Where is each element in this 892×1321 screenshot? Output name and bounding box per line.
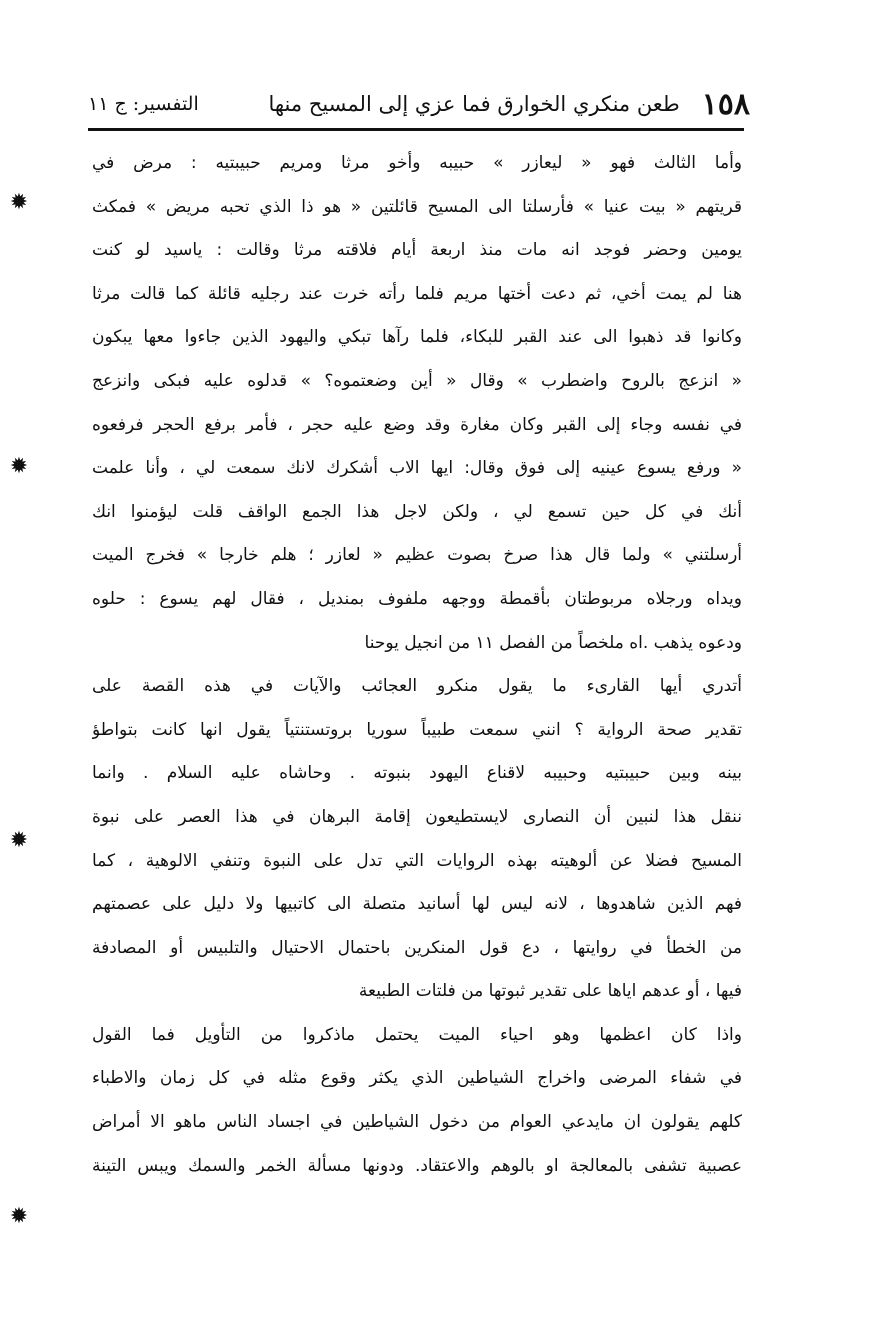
text-line: « ورفع يسوع عينيه إلى فوق وقال: ايها الاب أشكرك لانك سمعت لي ، وأنا علمت (92, 458, 742, 479)
text-line: هنا لم يمت أخي، ثم دعت أختها مريم فلما رأته خرت عند رجليه قائلة كما قالت مرثا (92, 283, 742, 304)
text-line: واذا كان اعظمها وهو احياء الميت يحتمل ماذكروا من التأويل فما القول (92, 1024, 742, 1045)
text-line: في شفاء المرضى واخراج الشياطين الذي يكثر وقوع مثله في كل زمان والاطباء (92, 1068, 742, 1089)
paragraph-2 (92, 665, 742, 1014)
text-line: تقدير صحة الرواية ؟ انني سمعت طبيباً سوريا بروتستنتياً يقول انها كانت بتواطؤ (92, 719, 742, 740)
text-line: في نفسه وجاء إلى القبر وكان مغارة وقد وضع عليه حجر ، فأمر برفع الحجر فرفعوه (92, 414, 742, 435)
body-text (92, 142, 742, 1188)
star-ornament-icon: ✹ (9, 828, 29, 853)
text-line: أرسلتني » ولما قال هذا صرخ بصوت عظيم « لعازر ؛ هلم خارجا » فخرج الميت (92, 545, 742, 566)
text-line: أتدري أيها القارىء ما يقول منكرو العجائب والآيات في هذه القصة على (92, 676, 742, 697)
text-line: ويداه ورجلاه مربوطتان بأقمطة ووجهه ملفوف بمنديل ، فقال لهم يسوع : حلوه (92, 588, 742, 609)
text-line: « انزعج بالروح واضطرب » وقال « أين وضعتموه؟ » قدلوه عليه فبكى وانزعج (92, 370, 742, 391)
text-line: ودعوه يذهب .اه ملخصاً من الفصل ١١ من انجيل يوحنا (364, 632, 742, 653)
text-line: فهم الذين شاهدوها ، لانه ليس لها أسانيد متصلة الى كاتبيها ولا دليل على عصمتهم (92, 894, 742, 915)
text-line: من الخطأ في روايتها ، دع قول المنكرين باحتمال الاحتيال والتلبيس أو المصادفة (92, 937, 742, 958)
header-rule (88, 128, 744, 131)
text-line: عصبية تشفى بالمعالجة او بالوهم والاعتقاد. ودونها مسألة الخمر والسمك ويبس التينة (92, 1155, 742, 1176)
paragraph-1 (92, 142, 742, 665)
running-title: طعن منكري الخوارق فما عزي إلى المسيح منها (268, 92, 680, 116)
text-line: فيها ، أو عدهم اياها على تقدير ثبوتها من فلتات الطبيعة (358, 981, 742, 1002)
text-line: أنك في كل حين تسمع لي ، ولكن لاجل هذا الجمع الواقف قلت ليؤمنوا انك (92, 501, 742, 522)
page-number: ١٥٨ (701, 86, 750, 122)
text-line: المسيح فضلا عن ألوهيته بهذه الروايات التي تدل على النبوة وتنفي الالوهية ، كما (92, 850, 742, 871)
text-line: وكانوا قد ذهبوا الى عند القبر للبكاء، فلما رآها تبكي واليهود الذين جاءوا معها يبكون (92, 327, 742, 348)
text-line: كلهم يقولون ان مايدعي العوام من دخول الشياطين في اجساد الناس ماهو الا أمراض (92, 1112, 742, 1133)
text-line: يومين وحضر فوجد انه مات منذ اربعة أيام فلاقته مرثا وقالت : ياسيد لو كنت (92, 240, 742, 261)
star-ornament-icon: ✹ (9, 190, 29, 215)
book-reference: التفسير: ج ١١ (88, 93, 199, 115)
star-ornament-icon: ✹ (9, 1204, 29, 1229)
star-ornament-icon: ✹ (9, 454, 29, 479)
text-line: بينه وبين حبيبتيه وحبيبه لاقناع اليهود بنبوته . وحاشاه عليه السلام . وانما (92, 763, 742, 784)
text-line: قريتهم « بيت عنيا » فأرسلتا الى المسيح قائلتين « هو ذا الذي تحبه مريض » فمكث (92, 196, 742, 217)
page-header (88, 82, 750, 126)
text-line: ننقل هذا لنبين أن النصارى لايستطيعون إقامة البرهان في هذا العصر على نبوة (92, 806, 742, 827)
paragraph-3 (92, 1014, 742, 1188)
text-line: وأما الثالث فهو « ليعازر » حبيبه وأخو مرثا ومريم حبيبتيه : مرض في (92, 153, 742, 173)
